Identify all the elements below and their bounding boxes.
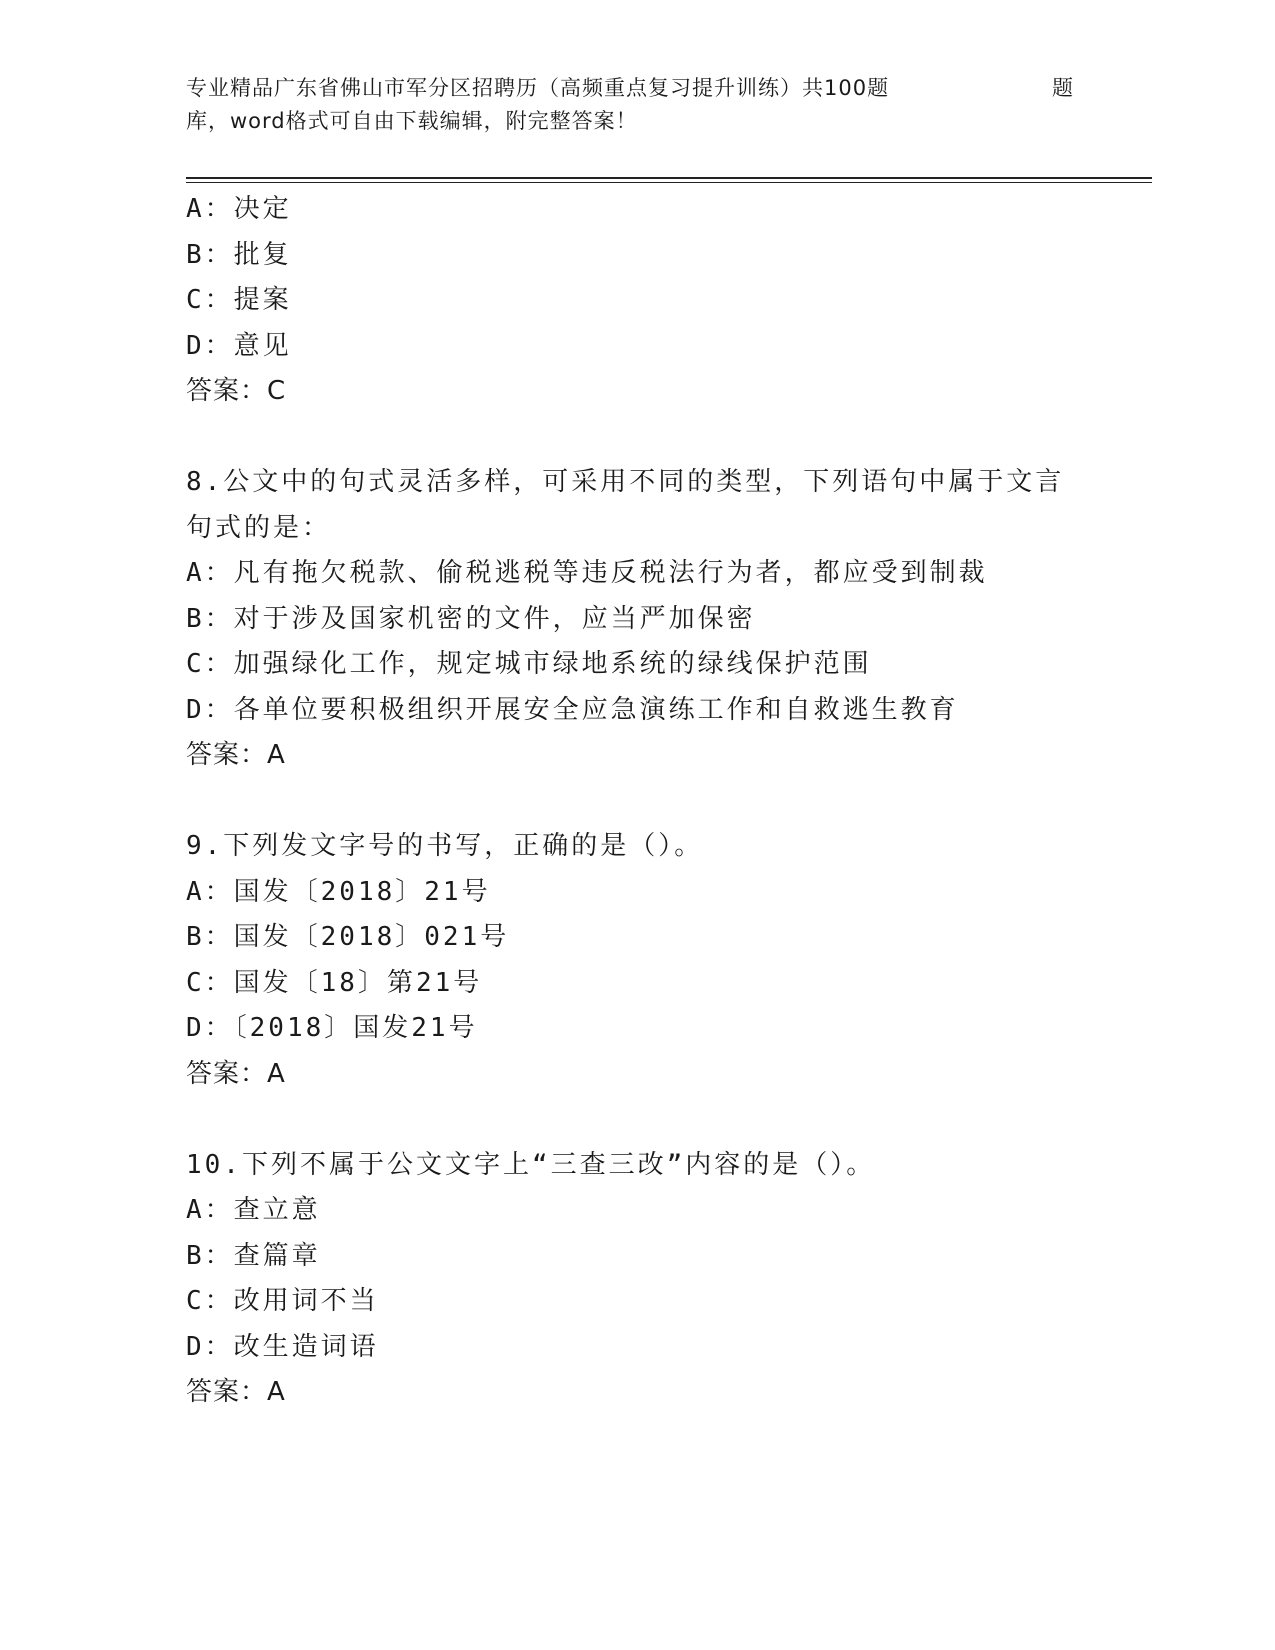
option-b: B：对于涉及国家机密的文件，应当严加保密 xyxy=(186,603,756,634)
option-d: D：〔2018〕国发21号 xyxy=(186,1013,478,1043)
question-list xyxy=(186,187,1086,1416)
option-c: C：改用词不当 xyxy=(186,1286,379,1316)
spacer xyxy=(186,415,1086,461)
answer-line: 答案：C xyxy=(186,376,287,406)
option-d: D：各单位要积极组织开展安全应急演练工作和自救逃生教育 xyxy=(186,694,959,725)
option-a: A：国发〔2018〕21号 xyxy=(186,876,491,907)
option-a: A：决定 xyxy=(186,194,292,224)
header-divider-thin xyxy=(186,182,1152,183)
header-title-line-1: 专业精品广东省佛山市军分区招聘历（高频重点复习提升训练）共100题 xyxy=(186,76,890,100)
option-c: C：加强绿化工作，规定城市绿地系统的绿线保护范围 xyxy=(186,649,872,679)
question-9 xyxy=(186,824,1086,1097)
answer-line: 答案：A xyxy=(186,1377,286,1407)
option-b: B：查篇章 xyxy=(186,1240,321,1271)
question-text-line-1: 9.下列发文字号的书写，正确的是（）。 xyxy=(186,831,704,861)
option-d: D：意见 xyxy=(186,330,292,361)
question-text-line-2: 句式的是： xyxy=(186,512,332,543)
option-b: B：国发〔2018〕021号 xyxy=(186,922,510,952)
question-10 xyxy=(186,1143,1086,1416)
header-divider-thick xyxy=(186,177,1152,179)
spacer xyxy=(186,779,1086,825)
header-title-line-2: 库，word格式可自由下载编辑，附完整答案！ xyxy=(186,109,638,133)
question-7-continued xyxy=(186,187,1086,415)
option-a: A：查立意 xyxy=(186,1195,321,1225)
option-c: C：提案 xyxy=(186,285,292,315)
option-d: D：改生造词语 xyxy=(186,1331,379,1362)
answer-line: 答案：A xyxy=(186,740,286,770)
answer-line: 答案：A xyxy=(186,1058,286,1089)
header-trailing-text: 题 xyxy=(1052,76,1073,100)
question-text-line-1: 10.下列不属于公文文字上“三查三改”内容的是（）。 xyxy=(186,1149,876,1180)
option-c: C：国发〔18〕第21号 xyxy=(186,967,483,998)
spacer xyxy=(186,1097,1086,1143)
question-8 xyxy=(186,460,1086,779)
option-b: B：批复 xyxy=(186,239,292,270)
option-a: A：凡有拖欠税款、偷税逃税等违反税法行为者，都应受到制裁 xyxy=(186,558,988,588)
question-text-line-1: 8.公文中的句式灵活多样，可采用不同的类型，下列语句中属于文言 xyxy=(186,467,1065,497)
document-header xyxy=(186,72,1086,138)
